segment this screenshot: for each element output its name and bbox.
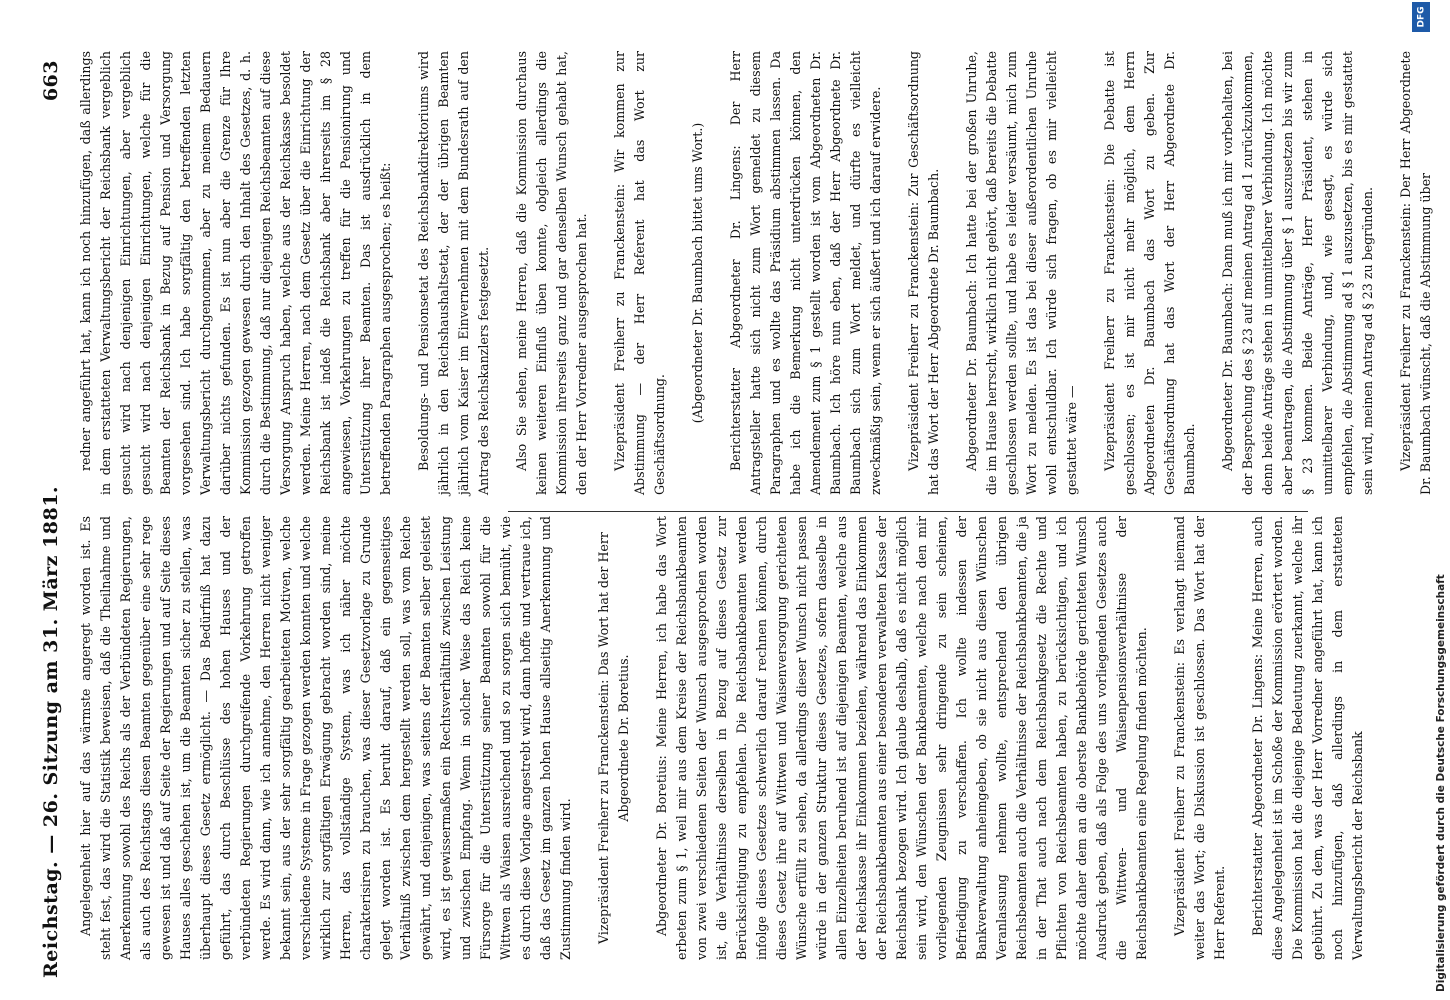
paragraph: Vizepräsident Freiherr zu Franckenstein: Es verlangt niemand weiter das Wort; die Diskussion ist geschlossen. Das Wort hat der Herr Referent. bbox=[1172, 516, 1227, 960]
scanned-page bbox=[0, 40, 1433, 1000]
paragraph: Vizepräsident Freiherr zu Franckenstein: Zur Geschäftsordnung hat das Wort der Herr Abgeordnete Dr. Baumbach. bbox=[906, 51, 941, 495]
paragraph: Also Sie sehen, meine Herren, daß die Kommission durchaus keinen weiteren Einfluß üben konnte, obgleich allerdings die Kommission ihrerseits ganz und gar denselben Wunsch gehabt hat, den der Herr Vorredner ausgesprochen hat. bbox=[514, 51, 589, 495]
dfg-logo bbox=[1412, 2, 1430, 32]
left-column bbox=[76, 516, 1365, 960]
paragraph: redner angeführt hat, kann ich noch hinzufügen, daß allerdings in dem erstatteten Verwaltungsbericht der Reichsbank vergeblich gesucht wird nach denjenigen Einrichtungen, aber vergeblich gesucht wird nach denjenigen Einrichtungen, welche für die Beamten der Reichsbank in Bezug auf Pension und Versorgung vorgesehen sind. Ich habe sorgfältig den betreffenden letzten Verwaltungsbericht durchgenommen, aber zu meinem Bedauern darüber nichts gefunden. Es ist nun aber die Grenze für Ihre Kommission gezogen gewesen durch den Inhalt des Gesetzes, d. h. durch die Bestimmung, daß nur diejenigen Reichsbeamten auf diese Versorgung Anspruch haben, welche aus der Reichskasse besoldet werden. Meine Herren, nach dem Gesetz über die Einrichtung der Reichsbank ist indeß die Reichsbank aber ihrerseits im § 28 angewiesen, Vorkehrungen zu treffen für die Pensionirung und Unterstützung ihrer Beamten. Das ist ausdrücklich in dem betreffenden Paragraphen ausgesprochen; es heißt: bbox=[78, 51, 393, 495]
paragraph: Vizepräsident Freiherr zu Franckenstein: Die Debatte ist geschlossen; es ist mir nicht mehr möglich, dem Herrn Abgeordneten Dr. Baumbach das Wort zu geben. Zur Geschäftsordnung hat das Wort der Herr Abgeordnete Dr. Baumbach. bbox=[1102, 51, 1197, 495]
paragraph: (Abgeordneter Dr. Baumbach bittet ums Wort.) bbox=[690, 122, 705, 424]
page-number: 663 bbox=[40, 60, 62, 102]
paragraph: Abgeordneter Dr. Baumbach: Dann muß ich mir vorbehalten, bei der Besprechung des § 23 auf meinen Antrag ad 1 zurückzukommen, denn beide Anträge stehen in unmittelbarer Verbindung. Ich möchte aber beantragen, die Abstimmung über § 1 auszusetzen bis wir zum § 23 kommen. Beide Anträge, Herr Präsident, stehen in unmittelbarer Verbindung, und, wie gesagt, es würde sich empfehlen, die Abstimmung ad § 1 auszusetzen, bis es mir gestattet sein wird, meinen Antrag ad § 23 zu begründen. bbox=[1220, 51, 1375, 495]
page-header bbox=[40, 60, 70, 978]
paragraph: Abgeordneter Dr. Boretius: Meine Herren, ich habe das Wort erbeten zum § 1, weil mir aus dem Kreise der Reichsbankbeamten von zwei verschiedenen Seiten der Wunsch ausgesprochen worden ist, die Verhältnisse derselben in Bezug auf dieses Gesetz zur Berücksichtigung zu empfehlen. Die Reichsbankbeamten werden infolge dieses Gesetzes schwerlich darauf rechnen können, durch dieses Gesetz ihre auf Wittwen und Waisenversorgung gerichteten Wünsche erfüllt zu sehen, da allerdings dieser Wunsch nicht passen würde in der ganzen Struktur dieses Gesetzes, sofern dasselbe in allen Einzelheiten beruhend ist auf diejenigen Beamten, welche aus der Reichskasse ihr Einkommen beziehen, während das Einkommen der Reichsbankbeamten aus einer besonderen verwalteten Kasse der Reichsbank bezogen wird. Ich glaube deshalb, daß es nicht möglich sein wird, den Wünschen der Bankbeamten, welche nach den mir vorliegenden Zeugnissen sehr dringende zu sein scheinen, Befriedigung zu verschaffen. Ich wollte indessen der Bankverwaltung anheimgeben, ob sie nicht aus diesen Wünschen Veranlassung nehmen wollte, entsprechend den übrigen Reichsbeamten auch die Verhältnisse der Reichsbankbeamten, die ja in der That auch nach dem Reichsbankgesetz die Rechte und Pflichten von Reichsbeamten haben, zu berücksichtigen, und ich möchte daher dem an die oberste Bankbehörde gerichteten Wunsch Ausdruck geben, daß als Folge des uns vorliegenden Gesetzes auch die Wittwen- und Waisenpensionsverhältnisse der Reichsbankbeamten eine Regelung finden möchten. bbox=[654, 516, 1149, 960]
paragraph: Besoldungs- und Pensionsetat des Reichsbankdirektoriums wird jährlich in den Reichshaushaltsetat, der der übrigen Beamten jährlich vom Kaiser im Einvernehmen mit dem Bundesrath auf den Antrag des Reichskanzlers festgesetzt. bbox=[416, 51, 491, 495]
paragraph: Berichterstatter Abgeordneter Dr. Lingens: Meine Herren, auch diese Angelegenheit ist im Schoße der Kommission erörtert worden. Die Kommission hat die diejenige Bedeutung zuerkannt, welche ihr gebührt. Zu dem, was der Herr Vorredner angeführt hat, kann ich noch hinzufügen, daß allerdings in dem erstatteten Verwaltungsbericht der Reichsbank bbox=[1250, 516, 1365, 960]
paragraph: Berichterstatter Abgeordneter Dr. Lingens: Der Herr Antragsteller hatte sich nicht zum Wort gemeldet zu diesem Paragraphen und es wollte das Präsidium abstimmen lassen. Da habe ich die Bemerkung nicht unterdrücken können, den Amendement zum § 1 gestellt worden ist vom Abgeordneten Dr. Baumbach. Ich höre nun eben, daß der Herr Abgeordnete Dr. Baumbach sich zum Wort meldet, und dürfte es vielleicht zweckmäßig sein, wenn er sich äußert und ich darauf erwidere. bbox=[728, 51, 883, 495]
funding-note bbox=[1414, 0, 1447, 1000]
paragraph: Vizepräsident Freiherr zu Franckenstein: Der Herr Abgeordnete Dr. Baumbach wünscht, daß die Abstimmung über bbox=[1398, 51, 1433, 495]
right-column bbox=[76, 51, 1433, 495]
funding-text: Digitalisierung gefördert durch die Deutsche Forschungsgemeinschaft bbox=[1435, 574, 1447, 992]
paragraph: Vizepräsident Freiherr zu Franckenstein: Das Wort hat der Herr Abgeordnete Dr. Boretius. bbox=[596, 532, 631, 944]
paragraph: Abgeordneter Dr. Baumbach: Ich hatte bei der großen Unruhe, die im Hause herrscht, wirklich nicht gehört, daß bereits die Debatte geschlossen werden sollte, und habe es leider versäumt, mich zum Wort zu melden. Es ist das bei dieser außerordentlichen Unruhe wohl entschuldbar. Ich würde sich fragen, ob es mir vielleicht gestattet wäre — bbox=[964, 51, 1079, 495]
dfg-logo-text: DFG bbox=[1416, 6, 1427, 28]
header-title: Reichstag. — 26. Sitzung am 31. März 1881. bbox=[40, 485, 62, 978]
paragraph: Angelegenheit hier auf das wärmste angeregt worden ist. Es steht fest, das wird die Statistik beweisen, daß die Theilnahme und Anerkennung sowohl des Reichs als der Verbündeten Regierungen, als auch des Reichstags diesen Beamten gegenüber eine sehr rege gewesen ist und daß auf Seite der Regierungen und auf Seite dieses Hauses alles geschehen ist, um die Beamten sicher zu stellen, was überhaupt dieses Gesetz ermöglicht. — Das Bedürfniß hat dazu geführt, das durch Beschlüsse des hohen Hauses und der verbündeten Regierungen durchgreifende Vorkehrung getroffen werde. Es wird dann, wie ich annehme, den Herren nicht weniger bekannt sein, aus der sehr sorgfältig gearbeiteten Motiven, welche verschiedene Systeme in Frage gezogen werden konnten und welche wirklich zur sorgfältigen Erwägung gebracht worden sind, meine Herren, das vollständige System, was ich näher möchte charakterisiren zu brauchen, was dieser Gesetzvorlage zu Grunde gelegt worden ist. Es beruht darauf, daß ein gegenseitiges Verhältniß zwischen dem hergestellt werden soll, was vom Reiche gewährt, und denjenigen, was seitens der Beamten selber geleistet wird, es ist gewissermaßen ein Rechtsverhältniß zwischen Leistung und zwischen Empfang. Wenn in solcher Weise das Reich keine Fürsorge für die Unterstützung seiner Beamten sowohl für die Wittwen als Waisen ausreichend und so zu sorgen sich bemüht, wie es durch diese Vorlage angestrebt wird, dann hoffe und vertraue ich, daß das Gesetz im ganzen hohen Hause allseitig Anerkennung und Zustimmung finden wird. bbox=[78, 516, 573, 960]
column-divider bbox=[508, 511, 1308, 512]
paragraph: Vizepräsident Freiherr zu Franckenstein: Wir kommen zur Abstimmung — der Herr Referent hat das Wort zur Geschäftsordnung. bbox=[612, 51, 667, 495]
